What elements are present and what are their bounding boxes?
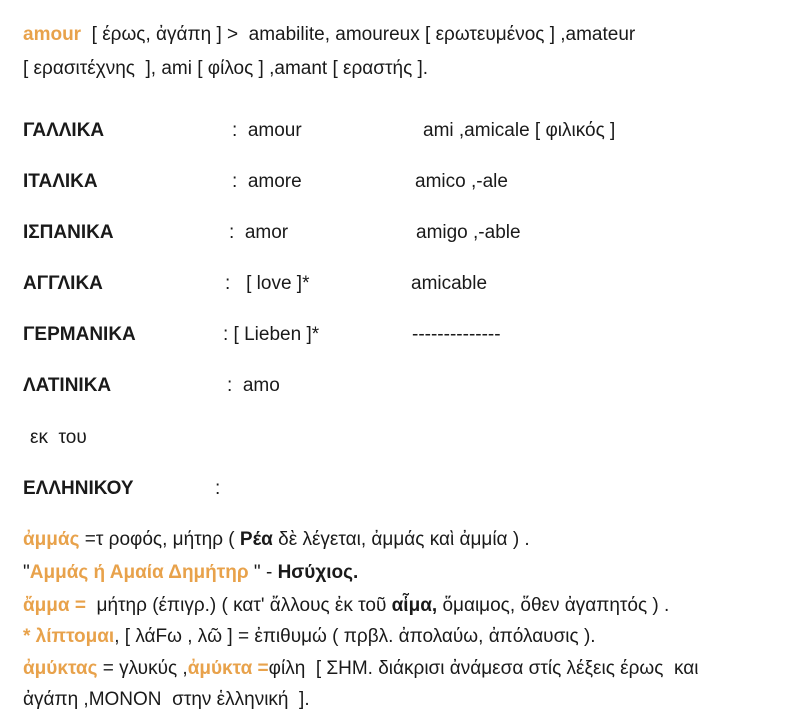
entry-amyktas-line-2: ἀγάπη ,ΜΟΝΟΝ στην ἑλληνική ]. bbox=[23, 689, 310, 710]
greek-label: ΕΛΛΗΝΙΚΟΥ bbox=[23, 478, 134, 499]
entry-text: μήτηρ (έπιγρ.) ( κατ' ἄλλους ἐκ τοῦ bbox=[85, 595, 392, 616]
lang-italian-cognate: amico ,-ale bbox=[415, 171, 508, 192]
entry-amyktas bbox=[23, 657, 698, 681]
entry-text: " - bbox=[248, 562, 278, 583]
intro-line-2 bbox=[23, 57, 428, 81]
entry-amykta-head: ἀμύκτα = bbox=[187, 658, 269, 679]
lang-french: ΓΑΛΛΙΚΑ bbox=[23, 120, 105, 141]
intro-line-1 bbox=[23, 23, 635, 47]
lang-french-cognate: ami ,amicale [ φιλικός ] bbox=[423, 120, 616, 141]
lang-german-word: : [ Lieben ]* bbox=[223, 324, 320, 345]
intro-text-2: [ ερασιτέχνης ], ami [ φίλος ] ,amant [ εραστής ]. bbox=[23, 58, 429, 79]
entry-text: =τ ροφός, μήτηρ ( bbox=[79, 529, 240, 550]
lang-english-word: : [ love ]* bbox=[225, 273, 310, 294]
entry-text: " bbox=[23, 562, 30, 583]
entry-ammas bbox=[23, 528, 530, 552]
lang-spanish-word: : amor bbox=[229, 222, 289, 243]
lang-german-cognate: -------------- bbox=[412, 324, 501, 345]
lang-french-word: : amour bbox=[232, 120, 302, 141]
entry-liptomai-head: * λίπτομαι bbox=[23, 626, 115, 647]
entry-bold: Ρέα bbox=[239, 529, 273, 550]
entry-text: δὲ λέγεται, ἀμμάς καὶ ἀμμία ) . bbox=[272, 529, 530, 550]
entry-ammas-head: ἀμμάς bbox=[23, 529, 80, 550]
entry-bold: αἷμα, bbox=[391, 595, 438, 616]
entry-bold: Ησύχιος. bbox=[277, 562, 359, 583]
intro-text: [ έρως, ἀγάπη ] > amabilite, amoureux [ ερωτευμένος ] ,amateur bbox=[81, 24, 636, 45]
entry-hesychius bbox=[23, 561, 358, 585]
lang-spanish: ΙΣΠΑΝΙΚΑ bbox=[23, 222, 114, 243]
entry-text: φίλη [ ΣΗΜ. διάκρισι ἀνάμεσα στίς λέξεις έρως και bbox=[268, 658, 699, 679]
entry-text: , [ λάFω , λῶ ] = ἐπιθυμώ ( πρβλ. ἀπολαύω, ἀπόλαυσις ). bbox=[114, 626, 596, 647]
entry-amma bbox=[23, 594, 669, 618]
lang-latin-word: : amo bbox=[227, 375, 280, 396]
lang-english-cognate: amicable bbox=[411, 273, 488, 294]
lang-italian-word: : amore bbox=[232, 171, 302, 192]
lang-latin: ΛΑΤΙΝΙΚΑ bbox=[23, 375, 112, 396]
entry-amma-head: ἄμμα = bbox=[23, 595, 86, 616]
greek-colon: : bbox=[215, 478, 221, 499]
lang-italian: ΙΤΑΛΙΚΑ bbox=[23, 171, 98, 192]
entry-hesychius-head: Αμμάς ή Αμαία Δημήτηρ bbox=[29, 562, 249, 583]
entry-liptomai bbox=[23, 625, 596, 649]
lang-german: ΓΕΡΜΑΝΙΚΑ bbox=[23, 324, 136, 345]
headword: amour bbox=[23, 24, 82, 45]
lang-english: ΑΓΓΛΙΚΑ bbox=[23, 273, 103, 294]
ek-tou: εκ του bbox=[30, 427, 87, 448]
entry-text: ὅμαιμος, ὅθεν ἀγαπητός ) . bbox=[437, 595, 670, 616]
lang-spanish-cognate: amigo ,-able bbox=[416, 222, 521, 243]
entry-amyktas-head: ἀμύκτας bbox=[23, 658, 98, 679]
entry-text: = γλυκύς , bbox=[97, 658, 188, 679]
